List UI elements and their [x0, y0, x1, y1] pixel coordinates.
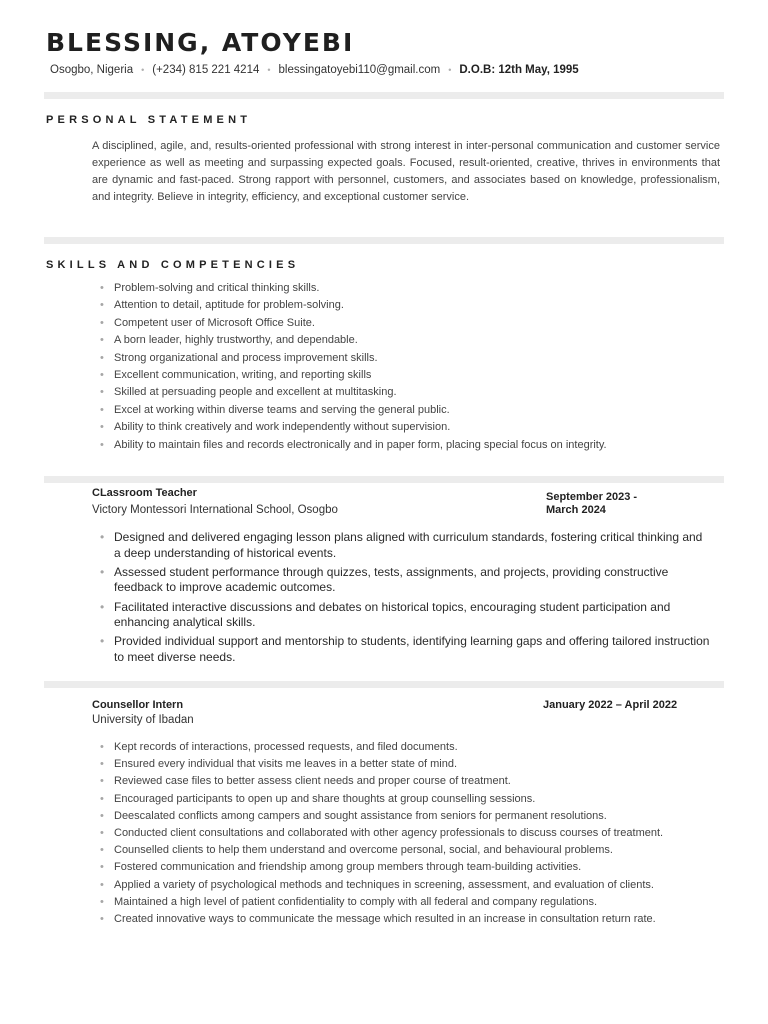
responsibility-item: • Fostered communication and friendship among group members through team-building activities. [100, 859, 710, 876]
dob-text: D.O.B: 12th May, 1995 [459, 64, 579, 76]
skill-item: • Competent user of Microsoft Office Suite. [100, 315, 720, 332]
separator-dot: • [141, 65, 145, 75]
responsibility-item: • Facilitated interactive discussions and debates on historical topics, encouraging student participation and enhancing analytical skills. [100, 600, 710, 631]
job-title: Counsellor Intern [92, 699, 184, 711]
personal-statement-heading: PERSONAL STATEMENT [46, 114, 252, 126]
responsibility-item: • Created innovative ways to communicate the message which resulted in an increase in consultation return rate. [100, 911, 710, 928]
skill-item: • A born leader, highly trustworthy, and dependable. [100, 332, 720, 349]
separator-dot: • [448, 65, 452, 75]
skills-list [100, 280, 720, 454]
job-dates: January 2022 – April 2022 [543, 699, 678, 711]
organization-name: Victory Montessori International School, Osogbo [92, 504, 338, 516]
skill-item: • Excellent communication, writing, and reporting skills [100, 367, 720, 384]
skill-item: • Ability to maintain files and records electronically and in paper form, placing special focus on integrity. [100, 437, 720, 454]
responsibility-item: • Designed and delivered engaging lesson plans aligned with curriculum standards, fostering critical thinking and a deep understanding of historical events. [100, 530, 710, 561]
responsibility-item: • Conducted client consultations and collaborated with other agency professionals to discuss courses of treatment. [100, 825, 710, 842]
responsibility-item: • Kept records of interactions, processed requests, and filed documents. [100, 739, 710, 756]
phone-text: (+234) 815 221 4214 [152, 64, 260, 76]
skill-item: • Attention to detail, aptitude for problem-solving. [100, 297, 720, 314]
location-text: Osogbo, Nigeria [50, 64, 134, 76]
responsibility-item: • Assessed student performance through quizzes, tests, assignments, and projects, providing constructive feedback to improve academic outcomes. [100, 565, 710, 596]
candidate-name: BLESSING, ATOYEBI [46, 28, 355, 57]
responsibility-item: • Provided individual support and mentorship to students, identifying learning gaps and offering tailored instruction to meet diverse needs. [100, 634, 710, 665]
personal-statement-text: A disciplined, agile, and, results-oriented professional with strong interest in inter-personal communication and customer service experience as well as meeting and surpassing expected goals. Focused, result-oriented, creative, thrives in environments that are dynamic and fast-paced. Strong rapport with personnel, customers, and associates based on knowledge, professionalism, and integrity. Believe in integrity, efficiency, and exceptional customer service. [92, 140, 720, 204]
responsibility-item: • Encouraged participants to open up and share thoughts at group counselling sessions. [100, 791, 710, 808]
skill-item: • Strong organizational and process improvement skills. [100, 350, 720, 367]
section-divider [44, 237, 724, 244]
responsibility-item: • Applied a variety of psychological methods and techniques in screening, assessment, and evaluation of clients. [100, 877, 710, 894]
skill-item: • Excel at working within diverse teams and serving the general public. [100, 402, 720, 419]
responsibility-item: • Maintained a high level of patient confidentiality to comply with all federal and company regulations. [100, 894, 710, 911]
job-responsibilities [100, 739, 710, 928]
skill-item: • Skilled at persuading people and excellent at multitasking. [100, 384, 720, 401]
section-divider [44, 476, 724, 483]
section-divider [44, 92, 724, 99]
contact-line [50, 64, 579, 76]
responsibility-item: • Reviewed case files to better assess client needs and proper course of treatment. [100, 773, 710, 790]
email-text: blessingatoyebi110@gmail.com [278, 64, 441, 76]
responsibility-item: • Counselled clients to help them understand and overcome personal, social, and behavioural problems. [100, 842, 710, 859]
job-title: CLassroom Teacher [92, 487, 197, 499]
responsibility-item: • Deescalated conflicts among campers and sought assistance from seniors for permanent resolutions. [100, 808, 710, 825]
section-divider [44, 681, 724, 688]
organization-name: University of Ibadan [92, 714, 194, 726]
responsibility-item: • Ensured every individual that visits me leaves in a better state of mind. [100, 756, 710, 773]
job-dates: September 2023 - March 2024 [546, 491, 638, 516]
skills-heading: SKILLS AND COMPETENCIES [46, 259, 300, 271]
skill-item: • Problem-solving and critical thinking skills. [100, 280, 720, 297]
skill-item: • Ability to think creatively and work independently without supervision. [100, 419, 720, 436]
separator-dot: • [267, 65, 271, 75]
job-responsibilities [100, 530, 710, 669]
